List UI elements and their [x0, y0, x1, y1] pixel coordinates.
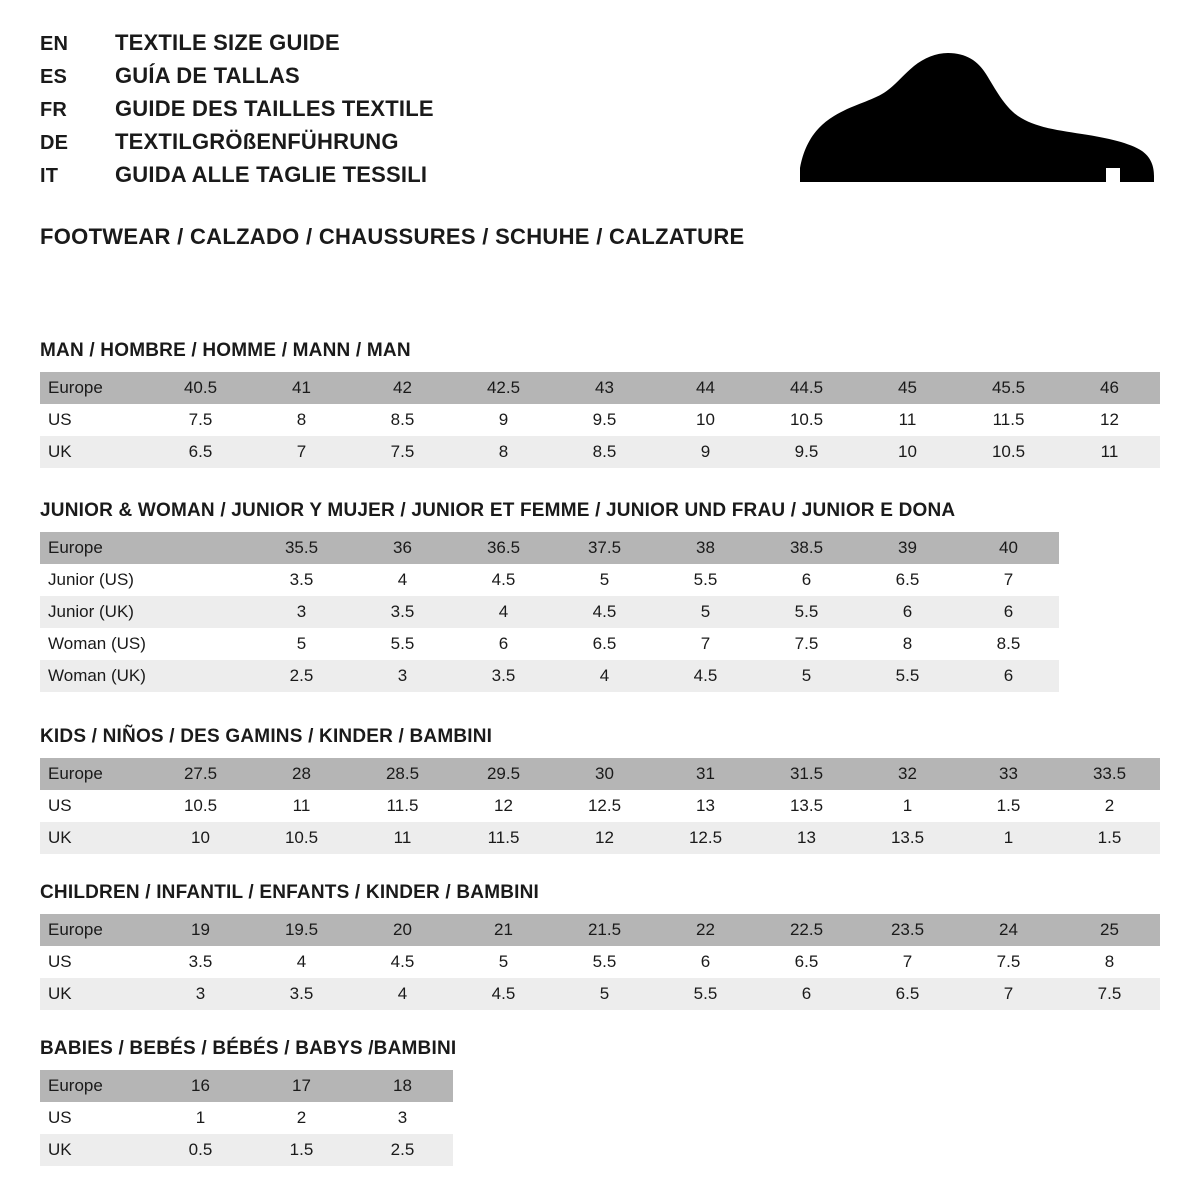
row-label: UK — [40, 822, 150, 854]
dress-shoe-icon — [790, 50, 1160, 200]
cell: 6.5 — [554, 628, 655, 660]
language-title: GUÍA DE TALLAS — [115, 63, 300, 88]
cell: 10.5 — [150, 790, 251, 822]
cell: 12.5 — [554, 790, 655, 822]
cell: 2.5 — [251, 660, 352, 692]
cell: 12.5 — [655, 822, 756, 854]
cell: 7 — [958, 978, 1059, 1010]
cell: 9.5 — [756, 436, 857, 468]
row-label: Junior (US) — [40, 564, 150, 596]
cell: 5.5 — [352, 628, 453, 660]
cell: 19 — [150, 914, 251, 946]
row-label: Europe — [40, 914, 150, 946]
cell: 4 — [554, 660, 655, 692]
cell: 23.5 — [857, 914, 958, 946]
cell: 9 — [655, 436, 756, 468]
cell: 18 — [352, 1070, 453, 1102]
block-title: CHILDREN / INFANTIL / ENFANTS / KINDER / BAMBINI — [40, 882, 540, 903]
language-code: EN — [40, 33, 69, 55]
cell: 3.5 — [352, 596, 453, 628]
block-title: BABIES / BEBÉS / BÉBÉS / BABYS /BAMBINI — [40, 1038, 457, 1059]
table-row — [40, 758, 1160, 790]
cell: 3.5 — [150, 946, 251, 978]
row-label: Woman (UK) — [40, 660, 150, 692]
cell: 30 — [554, 758, 655, 790]
cell: 11 — [352, 822, 453, 854]
cell: 4 — [352, 978, 453, 1010]
cell: 38.5 — [756, 532, 857, 564]
cell: 7 — [958, 564, 1059, 596]
cell: 12 — [453, 790, 554, 822]
row-label: Europe — [40, 372, 150, 404]
cell: 3 — [251, 596, 352, 628]
row-label: Woman (US) — [40, 628, 150, 660]
cell: 4.5 — [453, 564, 554, 596]
cell: 24 — [958, 914, 1059, 946]
row-label: US — [40, 946, 150, 978]
cell: 5 — [554, 564, 655, 596]
block-title: JUNIOR & WOMAN / JUNIOR Y MUJER / JUNIOR ET FEMME / JUNIOR UND FRAU / JUNIOR E DONA — [40, 500, 956, 521]
cell: 6.5 — [857, 564, 958, 596]
block-title: MAN / HOMBRE / HOMME / MANN / MAN — [40, 340, 411, 361]
cell: 29.5 — [453, 758, 554, 790]
language-code: DE — [40, 132, 69, 154]
size-table-children — [40, 914, 1160, 1010]
cell: 7 — [857, 946, 958, 978]
cell: 5 — [554, 978, 655, 1010]
cell: 12 — [1059, 404, 1160, 436]
cell: 22.5 — [756, 914, 857, 946]
cell: 6 — [857, 596, 958, 628]
table-row — [40, 532, 1059, 564]
cell: 1.5 — [1059, 822, 1160, 854]
cell: 3.5 — [251, 978, 352, 1010]
table-row — [40, 404, 1160, 436]
cell: 32 — [857, 758, 958, 790]
cell: 5.5 — [554, 946, 655, 978]
cell: 46 — [1059, 372, 1160, 404]
cell: 7 — [251, 436, 352, 468]
cell: 6 — [453, 628, 554, 660]
cell: 19.5 — [251, 914, 352, 946]
language-code: ES — [40, 66, 68, 88]
category-title: FOOTWEAR / CALZADO / CHAUSSURES / SCHUHE / CALZATURE — [40, 224, 745, 249]
cell: 36.5 — [453, 532, 554, 564]
cell: 7 — [655, 628, 756, 660]
table-block-junior-woman — [40, 500, 1160, 692]
table-row — [40, 790, 1160, 822]
table-row — [40, 978, 1160, 1010]
cell: 39 — [857, 532, 958, 564]
cell: 38 — [655, 532, 756, 564]
size-table-junior-woman — [40, 532, 1059, 692]
cell: 3 — [150, 978, 251, 1010]
cell: 45.5 — [958, 372, 1059, 404]
cell: 7.5 — [352, 436, 453, 468]
cell: 5 — [655, 596, 756, 628]
cell: 11.5 — [352, 790, 453, 822]
cell: 10 — [655, 404, 756, 436]
row-label: US — [40, 790, 150, 822]
cell: 10 — [857, 436, 958, 468]
cell: 31 — [655, 758, 756, 790]
cell: 8 — [453, 436, 554, 468]
cell: 27.5 — [150, 758, 251, 790]
cell: 36 — [352, 532, 453, 564]
cell: 28.5 — [352, 758, 453, 790]
row-label: UK — [40, 1134, 150, 1166]
cell: 5.5 — [655, 564, 756, 596]
row-label: UK — [40, 436, 150, 468]
cell: 6 — [655, 946, 756, 978]
cell: 17 — [251, 1070, 352, 1102]
cell: 1.5 — [251, 1134, 352, 1166]
cell — [150, 532, 251, 564]
table-block-babies — [40, 1038, 1160, 1166]
cell: 11.5 — [453, 822, 554, 854]
cell — [150, 660, 251, 692]
cell: 4.5 — [554, 596, 655, 628]
table-row — [40, 660, 1059, 692]
language-title: TEXTILGRÖßENFÜHRUNG — [115, 129, 399, 154]
cell: 42 — [352, 372, 453, 404]
cell: 2 — [1059, 790, 1160, 822]
cell: 2 — [251, 1102, 352, 1134]
cell: 45 — [857, 372, 958, 404]
cell: 13.5 — [756, 790, 857, 822]
cell: 21.5 — [554, 914, 655, 946]
table-row — [40, 564, 1059, 596]
table-row — [40, 596, 1059, 628]
size-table-babies — [40, 1070, 453, 1166]
cell: 4.5 — [453, 978, 554, 1010]
size-table-kids — [40, 758, 1160, 854]
cell: 10.5 — [251, 822, 352, 854]
cell: 5.5 — [857, 660, 958, 692]
table-row — [40, 372, 1160, 404]
table-row — [40, 946, 1160, 978]
size-table-man — [40, 372, 1160, 468]
cell: 11 — [857, 404, 958, 436]
cell: 4 — [453, 596, 554, 628]
cell — [150, 628, 251, 660]
cell: 31.5 — [756, 758, 857, 790]
cell: 25 — [1059, 914, 1160, 946]
language-code: FR — [40, 99, 68, 121]
cell: 40 — [958, 532, 1059, 564]
table-block-children — [40, 882, 1160, 1010]
cell: 5.5 — [655, 978, 756, 1010]
cell: 10.5 — [756, 404, 857, 436]
row-label: Europe — [40, 1070, 150, 1102]
table-row — [40, 436, 1160, 468]
row-label: UK — [40, 978, 150, 1010]
cell: 2.5 — [352, 1134, 453, 1166]
table-row — [40, 1070, 453, 1102]
cell: 3 — [352, 1102, 453, 1134]
cell — [150, 596, 251, 628]
cell: 6 — [958, 596, 1059, 628]
cell: 43 — [554, 372, 655, 404]
language-code: IT — [40, 165, 59, 187]
cell: 7.5 — [756, 628, 857, 660]
cell: 3.5 — [251, 564, 352, 596]
table-row — [40, 822, 1160, 854]
table-row — [40, 628, 1059, 660]
cell: 1 — [857, 790, 958, 822]
language-title: GUIDA ALLE TAGLIE TESSILI — [115, 162, 428, 187]
table-block-kids — [40, 726, 1160, 854]
cell: 13.5 — [857, 822, 958, 854]
row-label: US — [40, 1102, 150, 1134]
block-title: KIDS / NIÑOS / DES GAMINS / KINDER / BAMBINI — [40, 726, 493, 747]
cell: 35.5 — [251, 532, 352, 564]
cell: 44.5 — [756, 372, 857, 404]
cell: 5 — [453, 946, 554, 978]
row-label: Europe — [40, 532, 150, 564]
cell: 5 — [251, 628, 352, 660]
cell: 1 — [958, 822, 1059, 854]
cell: 7.5 — [1059, 978, 1160, 1010]
cell: 6.5 — [756, 946, 857, 978]
cell: 13 — [756, 822, 857, 854]
cell: 8 — [857, 628, 958, 660]
cell: 1.5 — [958, 790, 1059, 822]
cell: 40.5 — [150, 372, 251, 404]
cell: 33.5 — [1059, 758, 1160, 790]
cell: 3 — [352, 660, 453, 692]
cell: 8.5 — [554, 436, 655, 468]
cell: 11 — [251, 790, 352, 822]
language-title: TEXTILE SIZE GUIDE — [115, 30, 340, 55]
cell: 6 — [756, 978, 857, 1010]
table-row — [40, 1134, 453, 1166]
cell: 41 — [251, 372, 352, 404]
language-title: GUIDE DES TAILLES TEXTILE — [115, 96, 434, 121]
cell: 6 — [756, 564, 857, 596]
cell: 7.5 — [958, 946, 1059, 978]
cell: 10.5 — [958, 436, 1059, 468]
table-row — [40, 1102, 453, 1134]
row-label: US — [40, 404, 150, 436]
cell: 8.5 — [352, 404, 453, 436]
cell: 5 — [756, 660, 857, 692]
row-label: Europe — [40, 758, 150, 790]
cell: 6.5 — [857, 978, 958, 1010]
cell: 20 — [352, 914, 453, 946]
table-row — [40, 914, 1160, 946]
cell: 4 — [251, 946, 352, 978]
cell: 6 — [958, 660, 1059, 692]
cell: 8.5 — [958, 628, 1059, 660]
cell: 37.5 — [554, 532, 655, 564]
cell: 22 — [655, 914, 756, 946]
cell: 8 — [1059, 946, 1160, 978]
cell: 11.5 — [958, 404, 1059, 436]
cell: 4.5 — [655, 660, 756, 692]
table-block-man — [40, 340, 1160, 468]
cell: 8 — [251, 404, 352, 436]
cell: 13 — [655, 790, 756, 822]
cell: 9 — [453, 404, 554, 436]
cell: 11 — [1059, 436, 1160, 468]
cell: 0.5 — [150, 1134, 251, 1166]
cell: 7.5 — [150, 404, 251, 436]
cell: 4 — [352, 564, 453, 596]
cell: 12 — [554, 822, 655, 854]
cell: 28 — [251, 758, 352, 790]
cell: 10 — [150, 822, 251, 854]
cell: 1 — [150, 1102, 251, 1134]
row-label: Junior (UK) — [40, 596, 150, 628]
cell: 5.5 — [756, 596, 857, 628]
cell: 6.5 — [150, 436, 251, 468]
cell: 9.5 — [554, 404, 655, 436]
cell: 44 — [655, 372, 756, 404]
cell: 16 — [150, 1070, 251, 1102]
cell — [150, 564, 251, 596]
cell: 42.5 — [453, 372, 554, 404]
cell: 33 — [958, 758, 1059, 790]
cell: 21 — [453, 914, 554, 946]
cell: 4.5 — [352, 946, 453, 978]
cell: 3.5 — [453, 660, 554, 692]
